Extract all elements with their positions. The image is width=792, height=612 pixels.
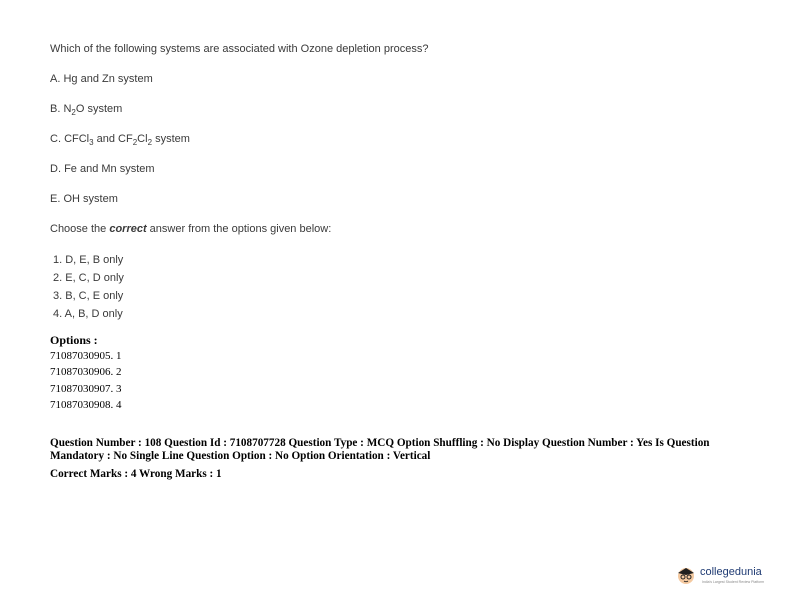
statement-letter: D. <box>50 163 61 175</box>
answer-option-2: 2. E, C, D only <box>53 272 124 284</box>
option-code-3: 71087030907. 3 <box>50 383 122 395</box>
statement-letter: C. <box>50 133 61 145</box>
option-code-2: 71087030906. 2 <box>50 366 122 378</box>
logo-brand-text: collegedunia <box>700 566 762 578</box>
collegedunia-logo <box>676 562 772 592</box>
statement-c <box>50 133 190 147</box>
answer-option-1: 1. D, E, B only <box>53 254 124 266</box>
logo-tagline: India's Largest Student Review Platform <box>702 580 765 584</box>
statement-d <box>50 163 155 175</box>
question-metadata: Question Number : 108 Question Id : 7108707728 Question Type : MCQ Option Shuffling : No Display Question Number : Yes Is Question Mandatory : No Single Line Question Option : No Option Orientation : Vertical <box>50 437 710 462</box>
statement-b <box>50 103 122 117</box>
options-heading: Options : <box>50 333 98 347</box>
statement-letter: A. <box>50 73 61 85</box>
statement-letter: B. <box>50 103 61 115</box>
statement-text: $N_2O$ system <box>63 103 123 118</box>
answer-option-4: 4. A, B, D only <box>53 308 123 320</box>
statement-letter: E. <box>50 193 61 205</box>
statement-text: Fe and Mn system <box>64 163 155 175</box>
statement-a <box>50 73 153 85</box>
option-code-4: 71087030908. 4 <box>50 399 122 411</box>
marks-info: Correct Marks : 4 Wrong Marks : 1 <box>50 468 222 480</box>
statement-e <box>50 193 118 205</box>
statement-text: Hg and Zn system <box>63 73 153 85</box>
correct-emphasis: correct <box>109 223 147 235</box>
statement-text: OH system <box>63 193 118 205</box>
question-text: Which of the following systems are associated with Ozone depletion process? <box>50 43 429 55</box>
answer-option-3: 3. B, C, E only <box>53 290 124 302</box>
student-face-icon <box>676 565 696 585</box>
choose-instruction: Choose the correct answer from the options given below: <box>50 223 332 235</box>
statement-text: CFCl$_3$ and $CF_2Cl_2$ system <box>64 133 190 148</box>
option-code-1: 71087030905. 1 <box>50 350 122 362</box>
